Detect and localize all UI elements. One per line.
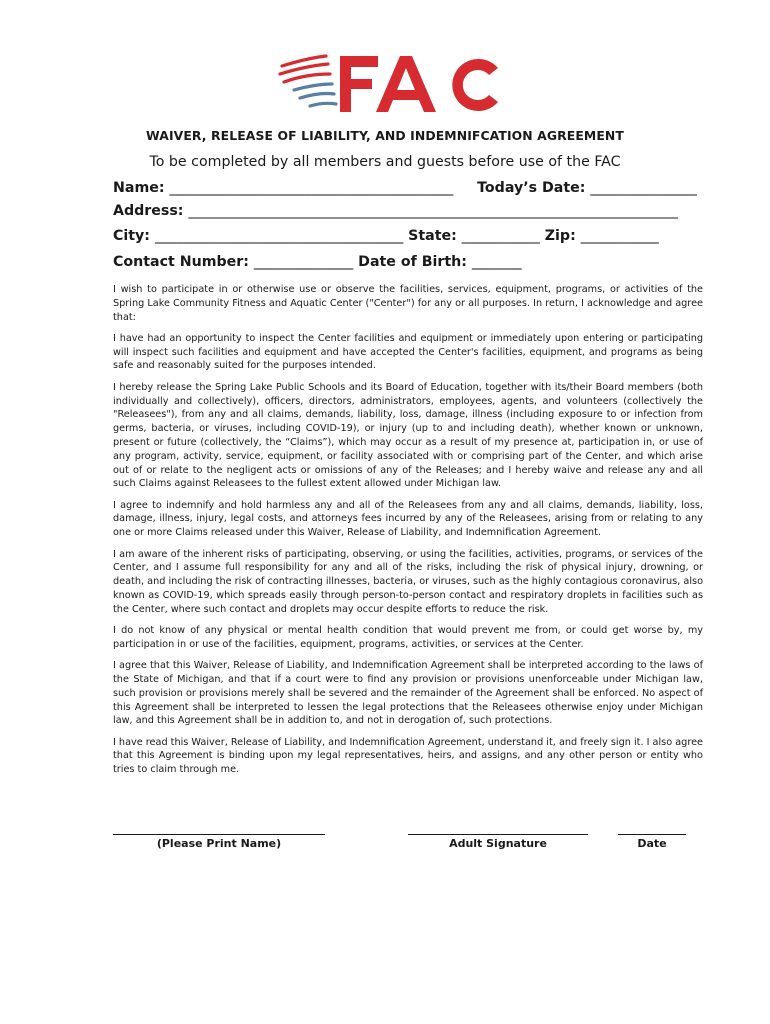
paragraph: I am aware of the inherent risks of participating, observing, or using the facilities, activities, programs, or services of the Center, and I assume full responsibility for any and all of the risks, including the risk of physical injury, drowning, or death, and including the risk of contracting illnesses, bacteria, or viruses, such as the highly contagious coronavirus, also known as COVID-19, which spreads easily through person-to-person contact and respiratory droplets in facilities such as the Center, where such contact and droplets may occur despite efforts to reduce the risk. bbox=[113, 548, 703, 615]
state-label: State: bbox=[408, 228, 457, 244]
zip-field[interactable]: ___________ bbox=[580, 228, 659, 244]
date-line[interactable] bbox=[618, 824, 686, 835]
todays-date-label: Today’s Date: bbox=[477, 180, 586, 196]
date-of-birth-label: Date of Birth: bbox=[358, 254, 467, 270]
paragraph: I agree to indemnify and hold harmless any and all of the Releasees from any and all claims, demands, liability, loss, damage, illness, injury, legal costs, and attorneys fees incurred by any of the Releasees, arising from or relating to any one or more Claims released under this Waiver, Release of Liability, and Indemnification Agreement. bbox=[113, 499, 703, 539]
fac-letters bbox=[340, 56, 498, 112]
date-label: Date bbox=[637, 837, 667, 850]
document-title: WAIVER, RELEASE OF LIABILITY, AND INDEMNIFCATION AGREEMENT bbox=[146, 128, 624, 143]
paragraph: I wish to participate in or otherwise use or observe the facilities, services, equipment, programs, or activities of the Spring Lake Community Fitness and Aquatic Center ("Center") for any or all purposes. In return, I acknowledge and agree that: bbox=[113, 284, 703, 323]
adult-signature-block bbox=[408, 824, 588, 850]
adult-signature-label: Adult Signature bbox=[449, 837, 547, 850]
contact-number-field[interactable]: ______________ bbox=[253, 254, 354, 270]
date-of-birth-field[interactable]: _______ bbox=[471, 254, 522, 270]
fac-logo bbox=[276, 52, 504, 118]
print-name-line[interactable] bbox=[113, 824, 325, 835]
date-block bbox=[618, 824, 686, 850]
name-date-row bbox=[113, 180, 697, 196]
state-field[interactable]: ___________ bbox=[461, 228, 540, 244]
city-label: City: bbox=[113, 228, 150, 244]
name-label: Name: bbox=[113, 180, 165, 196]
fac-logo-graphic bbox=[276, 52, 504, 118]
contact-number-label: Contact Number: bbox=[113, 254, 249, 270]
print-name-label: (Please Print Name) bbox=[156, 837, 282, 850]
name-field[interactable]: ________________________________________ bbox=[169, 180, 454, 196]
paragraph: I hereby release the Spring Lake Public Schools and its Board of Education, together with its/their Board members (both individually and collectively), officers, directors, administrators, employees, agents, and volunteers (collectively the "Releasees"), from any and all claims, demands, liability, loss, damage, illness (including exposure to or infection from germs, bacteria, or viruses, including COVID-19), or injury (up to and including death), whether known or unknown, present or future (collectively, the “Claims”), which may occur as a result of my presence at, participation in, or use of any program, activity, service, equipment, or facility associated with or comprising part of the Center, and which arise out of or relate to the negligent acts or omissions of any of the Releases; and I hereby waive and release any and all such Claims against Releasees to the fullest extent allowed under Michigan law. bbox=[113, 381, 703, 490]
paragraph: I agree that this Waiver, Release of Liability, and Indemnification Agreement shall be interpreted according to the laws of the State of Michigan, and that if a court were to find any provision or provisions unenforceable under Michigan law, such provision or provisions merely shall be severed and the remainder of the Agreement shall be enforced. No aspect of this Agreement shall be interpreted to lessen the legal protections that the Releasees otherwise enjoy under Michigan law, and this Agreement shall be in addition to, and not in derogation of, such protections. bbox=[113, 660, 703, 727]
print-name-block bbox=[113, 824, 325, 850]
todays-date-field[interactable]: _______________ bbox=[590, 180, 697, 196]
paragraph: I do not know of any physical or mental health condition that would prevent me from, or could get worse by, my participation in or use of the facilities, equipment, programs, activities, or services at the Center. bbox=[113, 625, 703, 650]
city-field[interactable]: ___________________________________ bbox=[154, 228, 404, 244]
zip-label: Zip: bbox=[544, 228, 576, 244]
paragraph: I have had an opportunity to inspect the Center facilities and equipment or immediately upon entering or participating will inspect such facilities and equipment and have accepted the Center's facilities, equipment, and programs as being safe and reasonably suited for the purposes intended. bbox=[113, 332, 703, 372]
city-state-zip-row bbox=[113, 228, 659, 244]
waiver-body bbox=[113, 283, 703, 785]
address-field[interactable]: _____________________________________________________________________ bbox=[188, 203, 678, 219]
wave-lines-icon bbox=[280, 56, 336, 106]
address-row bbox=[113, 203, 678, 219]
contact-dob-row bbox=[113, 254, 522, 270]
address-label: Address: bbox=[113, 203, 184, 219]
document-subtitle: To be completed by all members and guests before use of the FAC bbox=[149, 154, 621, 170]
paragraph: I have read this Waiver, Release of Liability, and Indemnification Agreement, understand it, and freely sign it. I also agree that this Agreement is binding upon my legal representatives, heirs, and assigns, and any other person or entity who tries to claim through me. bbox=[113, 736, 704, 776]
adult-signature-line[interactable] bbox=[408, 824, 588, 835]
